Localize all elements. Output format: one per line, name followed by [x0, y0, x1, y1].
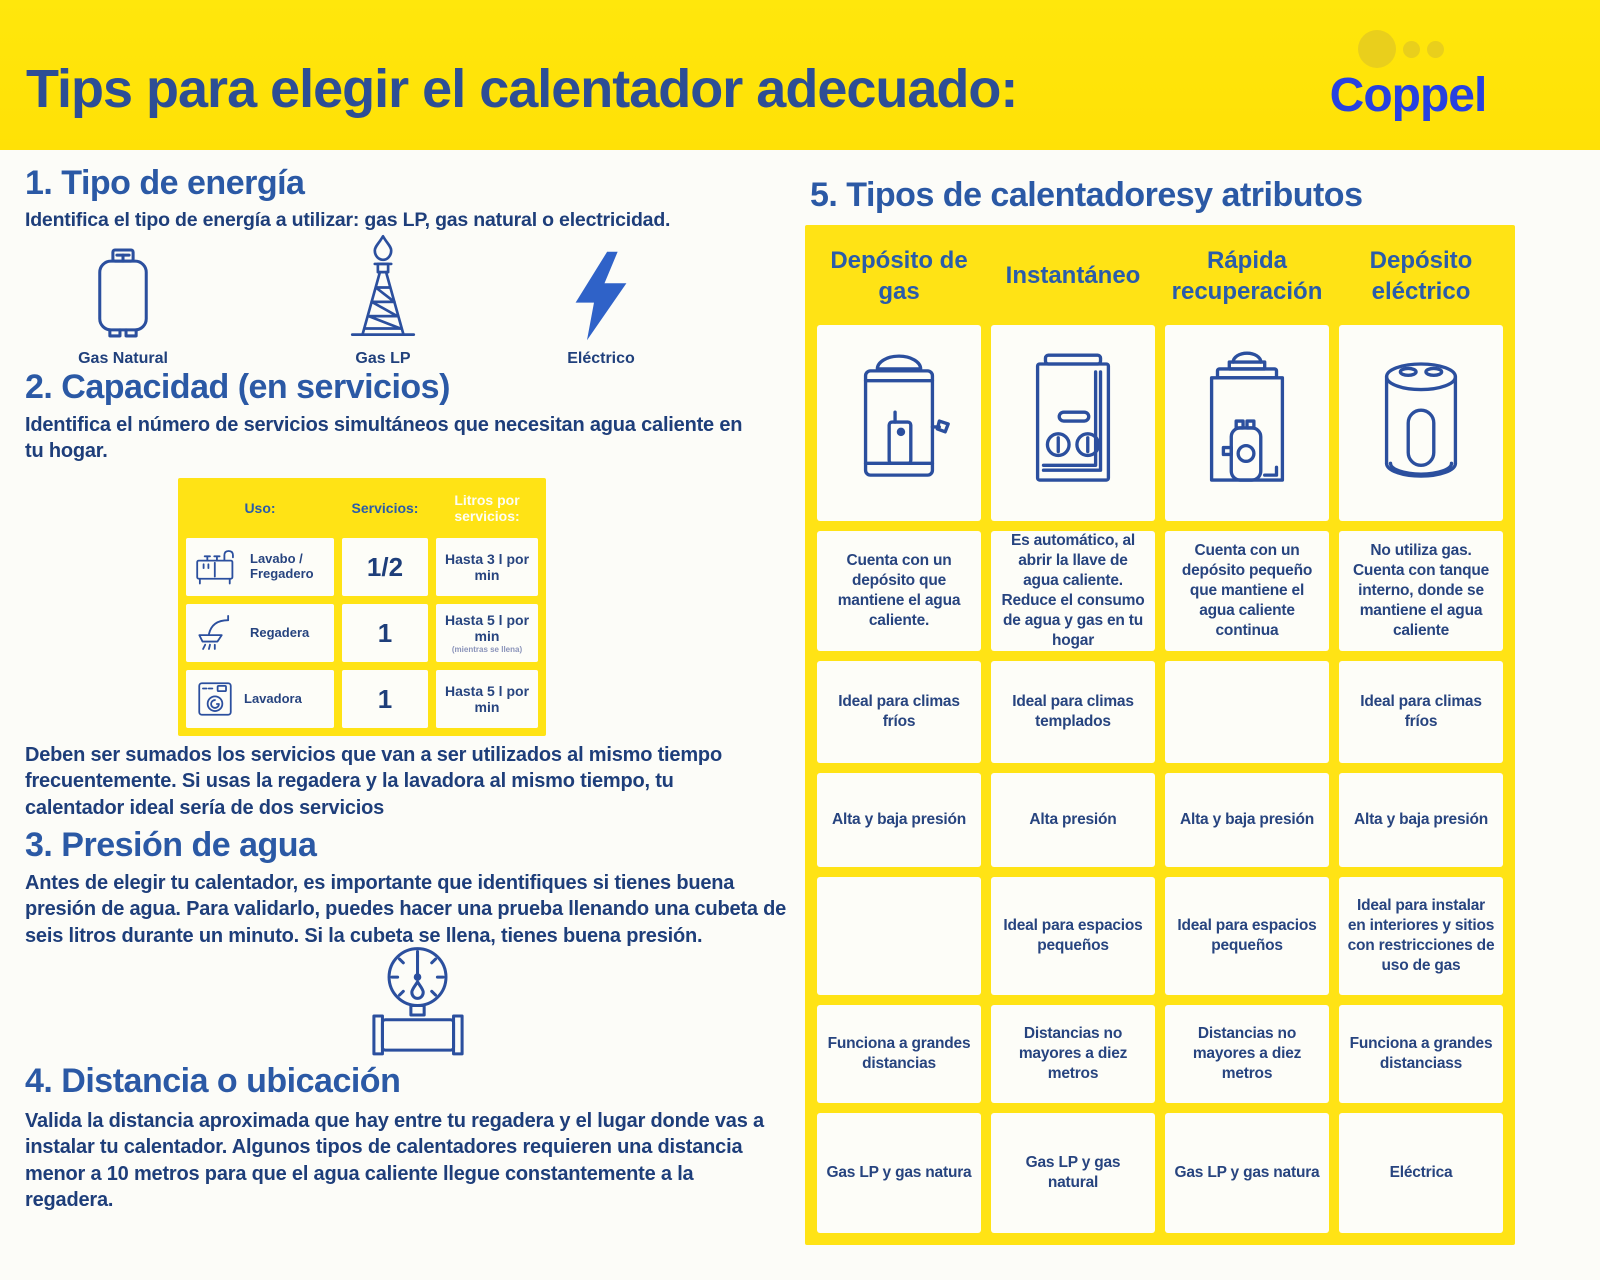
instant-heater-icon [991, 325, 1155, 521]
table-cell: Funciona a grandes distanciass [1339, 1005, 1503, 1103]
table-cell-empty [1165, 661, 1329, 763]
table-cell: Cuenta con un depósito pequeño que mantiene el agua caliente continua [1165, 531, 1329, 651]
services-value: 1 [342, 670, 428, 728]
section1-subtitle: Identifica el tipo de energía a utilizar: gas LP, gas natural o electricidad. [25, 209, 671, 231]
table-cell: Ideal para climas templados [991, 661, 1155, 763]
table-cell: Alta y baja presión [817, 773, 981, 867]
liters-note: (mientras se llena) [451, 645, 523, 654]
lightning-bolt-icon [516, 248, 686, 342]
table-cell-empty [817, 877, 981, 995]
table-cell: Ideal para climas fríos [817, 661, 981, 763]
rapid-recovery-heater-icon [1165, 325, 1329, 521]
sink-icon [194, 547, 242, 587]
capacity-header-litros: Litros por servicios: [454, 491, 520, 524]
table-cell: Cuenta con un depósito que mantiene el agua caliente. [817, 531, 981, 651]
table-row-use-lavabo [186, 538, 334, 596]
logo-dot-large [1358, 30, 1396, 68]
page-title: Tips para elegir el calentador adecuado: [26, 59, 1018, 119]
section2-heading: 2. Capacidad (en servicios) [25, 368, 450, 406]
electric-tank-heater-icon [1339, 325, 1503, 521]
table-cell: Distancias no mayores a diez metros [991, 1005, 1155, 1103]
column-header-deposito-gas: Depósito de gas [830, 246, 968, 305]
liters-value [436, 604, 538, 662]
capacity-table [178, 478, 546, 736]
liters-value [436, 670, 538, 728]
table-row-use-regadera [186, 604, 334, 662]
table-cell: No utiliza gas. Cuenta con tanque interno, donde se mantiene el agua caliente [1339, 531, 1503, 651]
capacity-header-uso: Uso: [244, 499, 276, 516]
table-cell: Alta y baja presión [1165, 773, 1329, 867]
liters-value [436, 538, 538, 596]
table-cell: Distancias no mayores a diez metros [1165, 1005, 1329, 1103]
liters-text: Hasta 3 l por min [444, 550, 530, 583]
table-cell: Gas LP y gas natural [991, 1113, 1155, 1233]
column-header-deposito-electrico: Depósito eléctrico [1369, 246, 1473, 305]
section5-heading: 5. Tipos de calentadoresy atributos [810, 176, 1363, 214]
section4-paragraph: Valida la distancia aproximada que hay entre tu regadera y el lugar donde vas a instalar tu calentador. Algunos tipos de calentadores requieren una distancia menor a 10 metros para que el agua caliente llegue constantemente a la regadera. [25, 1110, 764, 1212]
liters-text: Hasta 5 l por min [444, 682, 530, 715]
use-label: Lavadora [244, 690, 302, 706]
energy-option-label: Eléctrico [567, 350, 635, 367]
section2-paragraph: Deben ser sumados los servicios que van a ser utilizados al mismo tiempo frecuentemente. Si usas la regadera y la lavadora al mismo tiempo, tu calentador ideal sería de dos servicios [25, 744, 722, 819]
table-cell: Alta presión [991, 773, 1155, 867]
table-cell: Eléctrica [1339, 1113, 1503, 1233]
gas-cylinder-icon [38, 242, 208, 342]
table-cell: Ideal para climas fríos [1339, 661, 1503, 763]
table-cell: Ideal para espacios pequeños [1165, 877, 1329, 995]
services-value: 1/2 [342, 538, 428, 596]
shower-icon [194, 612, 242, 654]
coppel-logo-text: Coppel [1329, 69, 1487, 122]
section4-heading: 4. Distancia o ubicación [25, 1062, 401, 1100]
energy-option-label: Gas Natural [78, 350, 168, 367]
table-cell: Ideal para espacios pequeños [991, 877, 1155, 995]
use-label: Lavabo / Fregadero [250, 551, 314, 581]
pressure-gauge-icon [362, 942, 474, 1070]
washing-machine-icon [194, 678, 236, 720]
section3-paragraph: Antes de elegir tu calentador, es importante que identifiques si tienes buena presión de agua. Para validarlo, puedes hacer una prueba llenando una cubeta de seis litros durante un minuto. Si la cubeta se llena, tienes buena presión. [25, 872, 787, 947]
energy-option-gas-natural [38, 242, 208, 368]
liters-text: Hasta 5 l por min [444, 611, 530, 644]
column-header-rapida-recuperacion: Rápida recuperación [1171, 246, 1323, 305]
logo-dot-small [1403, 41, 1420, 58]
energy-option-electrico [516, 248, 686, 368]
section3-heading: 3. Presión de agua [25, 826, 317, 864]
energy-option-label: Gas LP [355, 350, 411, 367]
services-value: 1 [342, 604, 428, 662]
use-label: Regadera [250, 624, 310, 640]
table-cell: Es automático, al abrir la llave de agua caliente. Reduce el consumo de agua y gas en tu hogar [991, 531, 1155, 651]
coppel-logo-dots-icon [1358, 30, 1444, 68]
logo-dot-small [1427, 41, 1444, 58]
table-cell: Gas LP y gas natura [1165, 1113, 1329, 1233]
gas-derrick-icon [298, 232, 468, 342]
section2-subtitle: Identifica el número de servicios simultáneos que necesitan agua caliente en tu hogar. [25, 414, 743, 463]
section1-heading: 1. Tipo de energía [25, 164, 305, 202]
coppel-logo [1318, 24, 1498, 134]
capacity-header-servicios: Servicios: [351, 499, 419, 516]
table-cell: Funciona a grandes distancias [817, 1005, 981, 1103]
tank-gas-heater-icon [817, 325, 981, 521]
table-cell: Gas LP y gas natura [817, 1113, 981, 1233]
table-cell: Ideal para instalar en interiores y sitios con restricciones de uso de gas [1339, 877, 1503, 995]
table-cell: Alta y baja presión [1339, 773, 1503, 867]
header-banner [0, 0, 1600, 150]
column-header-instantaneo: Instantáneo [1005, 262, 1141, 290]
table-row-use-lavadora [186, 670, 334, 728]
energy-option-gas-lp [298, 232, 468, 368]
heater-types-table [805, 225, 1515, 1245]
